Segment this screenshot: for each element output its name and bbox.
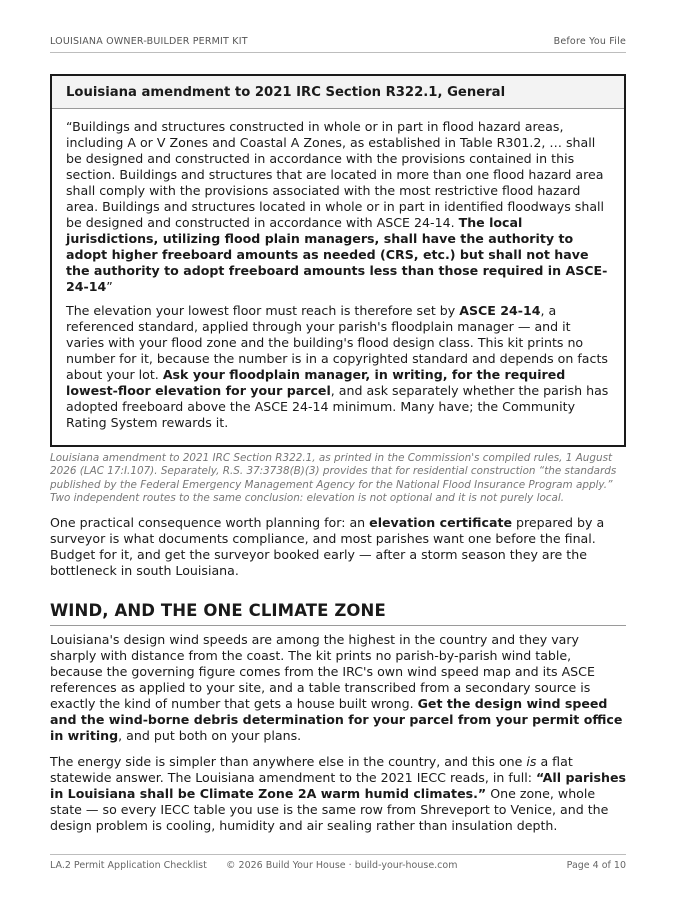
key-term: elevation certificate <box>369 515 513 531</box>
elevation-explanation <box>66 303 612 431</box>
text-run: , a referenced standard, applied through your parish's floodplain manager — and it varies with your flood zone and the building's flood design class. This kit prints no number for it, because the number is in a copyrighted standard and depends on facts about your lot. <box>66 303 608 382</box>
quote-text: “Buildings and structures constructed in whole or in part in flood hazard areas, including A or V Zones and Coastal A Zones, as established in Table R301.2, … shall be designed and constructed in accordance with the provisions contained in this section. Buildings and structures that are located in more than one flood hazard area shall comply with the provisions associated with the most restrictive flood hazard area. Buildings and structures located in whole or in part in identified floodways shall be designed and constructed in accordance with ASCE 24-14. <box>66 119 605 230</box>
text-run: prepared by a surveyor is what documents compliance, and most parishes want one before the final. Budget for it, and get the surveyor booked early — after a storm season they are the bottleneck in south Louisiana. <box>50 515 605 579</box>
running-header <box>50 36 626 53</box>
header-section: Before You File <box>553 36 626 47</box>
text-run: , and put both on your plans. <box>118 728 302 744</box>
wind-paragraph <box>50 632 626 744</box>
callout-body <box>52 109 624 445</box>
standard-name: ASCE 24-14 <box>459 303 541 318</box>
text-run: , and ask separately whether the parish has adopted freeboard above the ASCE 24-14 minimum. Many have; the Community Rating System rewards it. <box>66 383 609 430</box>
emphasis: is <box>526 754 537 770</box>
section-heading: WIND, AND THE ONE CLIMATE ZONE <box>50 601 626 626</box>
amendment-quote <box>66 119 612 295</box>
amendment-quote: “All parishes in Louisiana shall be Climate Zone 2A warm humid climates.” <box>50 770 626 802</box>
text-run: The elevation your lowest floor must reach is therefore set by <box>66 303 460 318</box>
text-run: The energy side is simpler than anywhere else in the country, and this one <box>50 754 527 770</box>
climate-zone-paragraph <box>50 754 626 834</box>
text-run: a flat statewide answer. The Louisiana amendment to the 2021 IECC reads, in full: <box>50 754 573 786</box>
text-run: One zone, whole state — so every IECC table you use is the same row from Shreveport to Venice, and the design problem is cooling, humidity and air sealing rather than insulation depth. <box>50 786 609 834</box>
callout-title: Louisiana amendment to 2021 IRC Section R322.1, General <box>52 76 624 109</box>
text-run: Louisiana's design wind speeds are among the highest in the country and they vary sharply with distance from the coast. The kit prints no parish-by-parish wind table, because the governing figure comes from the IRC's own wind speed map and its ASCE references as applied to your site, and a table transcribed from a secondary source is exactly the kind of number that gets a house built wrong. <box>50 632 595 712</box>
callout-caption: Louisiana amendment to 2021 IRC Section R322.1, as printed in the Commission's compiled rules, 1 August 2026 (LAC 17:I.107). Separately, R.S. 37:3738(B)(3) provides that for residential construction “the standards published by the Federal Emergency Management Agency for the National Flood Insurance Program apply.” Two independent routes to the same conclusion: elevation is not optional and it is not purely local. <box>50 452 617 504</box>
page-content <box>50 74 626 834</box>
quote-close: ” <box>106 279 113 294</box>
page-number: Page 4 of 10 <box>566 860 626 871</box>
elevation-certificate-paragraph <box>50 515 626 579</box>
text-run: One practical consequence worth planning for: an <box>50 515 370 531</box>
header-title: LOUISIANA OWNER-BUILDER PERMIT KIT <box>50 36 248 47</box>
running-footer <box>50 854 626 871</box>
quote-emphasis: The local jurisdictions, utilizing flood plain managers, shall have the authority to adopt higher freeboard amounts as needed (CRS, etc.) but shall not have the authority to adopt freeboard amounts less than those required in ASCE-24-14 <box>66 215 608 294</box>
action-instruction: Get the design wind speed and the wind-borne debris determination for your parcel from your permit office in writing <box>50 696 623 744</box>
action-instruction: Ask your floodplain manager, in writing, for the required lowest-floor elevation for your parcel <box>66 367 566 398</box>
footer-copyright: © 2026 Build Your House · build-your-house.com <box>226 860 458 871</box>
footer-document-name: LA.2 Permit Application Checklist <box>50 860 207 871</box>
amendment-callout-box <box>50 74 626 447</box>
